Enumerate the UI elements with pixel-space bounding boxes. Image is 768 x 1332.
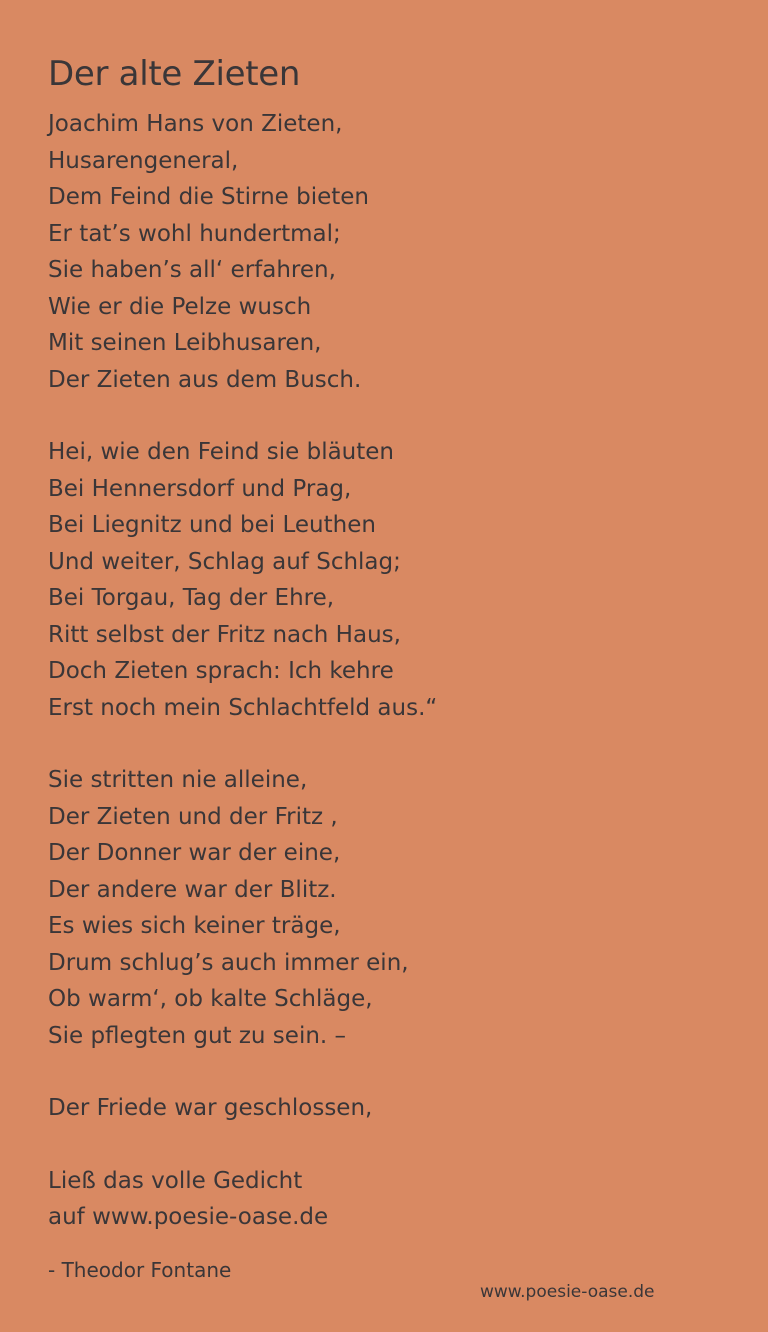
poem-line: Wie er die Pelze wusch xyxy=(48,293,312,320)
poem-line: Der Zieten und der Fritz , xyxy=(48,803,338,830)
poem-line: Und weiter, Schlag auf Schlag; xyxy=(48,548,401,575)
poem-line: Sie haben’s all‘ erfahren, xyxy=(48,257,336,283)
poem-line: Bei Hennersdorf und Prag, xyxy=(48,475,352,502)
poem-line: Sie pflegten gut zu sein. – xyxy=(48,1022,347,1049)
poem-line: Der Friede war geschlossen, xyxy=(48,1095,373,1121)
poem-line: Mit seinen Leibhusaren, xyxy=(48,330,322,356)
poem-line: Ritt selbst der Fritz nach Haus, xyxy=(48,621,401,648)
poem-line: auf www.poesie-oase.de xyxy=(48,1204,329,1230)
poem-line: Der andere war der Blitz. xyxy=(48,876,337,903)
poem-body xyxy=(48,106,728,1272)
stanza-4 xyxy=(48,1090,728,1127)
poem-line: Bei Torgau, Tag der Ehre, xyxy=(48,585,335,611)
poem-line: Erst noch mein Schlachtfeld aus.“ xyxy=(48,694,438,721)
poem-line: Er tat’s wohl hundertmal; xyxy=(48,220,341,247)
stanza-3 xyxy=(48,762,728,1054)
poem-line: Ob warm‘, ob kalte Schläge, xyxy=(48,986,373,1012)
poem-line: Der Donner war der eine, xyxy=(48,840,341,866)
poem-line: Husarengeneral, xyxy=(48,147,239,174)
read-more-note xyxy=(48,1163,728,1236)
poem-title: Der alte Zieten xyxy=(48,54,301,94)
poem-line: Hei, wie den Feind sie bläuten xyxy=(48,439,394,465)
stanza-2 xyxy=(48,434,728,726)
poem-author: - Theodor Fontane xyxy=(48,1258,232,1282)
poem-line: Doch Zieten sprach: Ich kehre xyxy=(48,658,394,684)
poem-line: Dem Feind die Stirne bieten xyxy=(48,184,370,210)
poem-line: Joachim Hans von Zieten, xyxy=(48,111,343,137)
poem-line: Ließ das volle Gedicht xyxy=(48,1167,303,1194)
poem-line: Der Zieten aus dem Busch. xyxy=(48,366,362,393)
poem-line: Drum schlug’s auch immer ein, xyxy=(48,949,409,976)
poem-line: Sie stritten nie alleine, xyxy=(48,767,308,793)
poem-line: Es wies sich keiner träge, xyxy=(48,913,341,939)
stanza-1 xyxy=(48,106,728,398)
poem-line: Bei Liegnitz und bei Leuthen xyxy=(48,512,376,538)
site-watermark: www.poesie-oase.de xyxy=(480,1282,655,1302)
